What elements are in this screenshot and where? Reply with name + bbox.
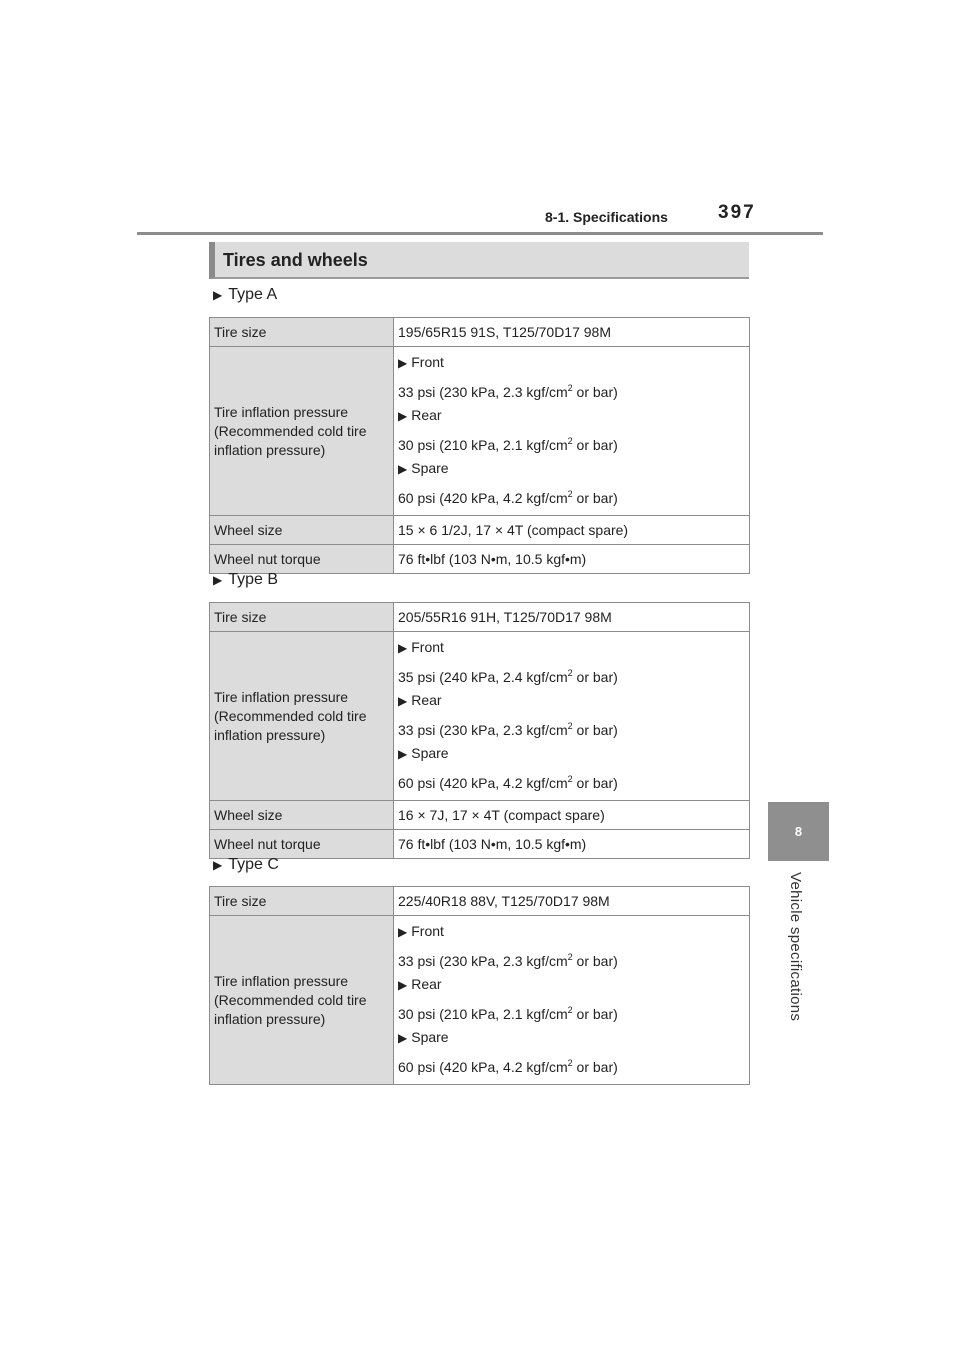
wheel-nut-torque-value: 76 ft•lbf (103 N•m, 10.5 kgf•m) [394, 830, 750, 859]
table-row [210, 916, 750, 1085]
wheel-nut-torque-label: Wheel nut torque [210, 830, 394, 859]
table-row [210, 347, 750, 516]
tire-size-label: Tire size [210, 318, 394, 347]
spec-table-type-c [209, 886, 750, 1085]
front-pressure: 33 psi (230 kPa, 2.3 kgf/$cm^2$ or bar) [398, 383, 618, 400]
chapter-tab [768, 802, 829, 861]
spare-pressure: 60 psi (420 kPa, 4.2 kgf/$cm^2$ or bar) [398, 1058, 618, 1075]
type-a-label: ▶ Type A [213, 286, 278, 303]
wheel-nut-torque-value: 76 ft•lbf (103 N•m, 10.5 kgf•m) [394, 545, 750, 574]
table-row [210, 318, 750, 347]
table-row [210, 887, 750, 916]
table-row [210, 632, 750, 801]
front-pressure: 35 psi (240 kPa, 2.4 kgf/$cm^2$ or bar) [398, 668, 618, 685]
spare-subheading: ▶ Spare [398, 458, 745, 480]
chapter-label: Vehicle specifications [787, 872, 804, 1022]
triangle-right-icon: ▶ [213, 858, 223, 872]
rear-subheading: ▶ Rear [398, 405, 745, 427]
spare-subheading: ▶ Spare [398, 743, 745, 765]
triangle-right-icon: ▶ [398, 1031, 408, 1045]
triangle-right-icon: ▶ [398, 409, 408, 423]
triangle-right-icon: ▶ [398, 694, 408, 708]
table-row [210, 603, 750, 632]
inflation-pressure-label: Tire inflation pressure (Recommended cold tire inflation pressure) [210, 347, 394, 516]
triangle-right-icon: ▶ [398, 356, 408, 370]
inflation-pressure-label: Tire inflation pressure (Recommended cold tire inflation pressure) [210, 916, 394, 1085]
table-row [210, 830, 750, 859]
triangle-right-icon: ▶ [398, 462, 408, 476]
wheel-size-value: 16 × 7J, 17 × 4T (compact spare) [394, 801, 750, 830]
tire-size-label: Tire size [210, 603, 394, 632]
spec-table-type-a [209, 317, 750, 574]
triangle-right-icon: ▶ [398, 747, 408, 761]
tire-size-label: Tire size [210, 887, 394, 916]
type-c-label: ▶ Type C [213, 856, 279, 873]
inflation-pressure-values [394, 916, 750, 1085]
inflation-pressure-values [394, 632, 750, 801]
header-rule [137, 232, 823, 235]
rear-pressure: 30 psi (210 kPa, 2.1 kgf/$cm^2$ or bar) [398, 436, 618, 453]
section-title-bar [209, 242, 749, 279]
wheel-nut-torque-label: Wheel nut torque [210, 545, 394, 574]
rear-pressure: 33 psi (230 kPa, 2.3 kgf/$cm^2$ or bar) [398, 721, 618, 738]
wheel-size-value: 15 × 6 1/2J, 17 × 4T (compact spare) [394, 516, 750, 545]
inflation-pressure-values [394, 347, 750, 516]
tire-size-value: 225/40R18 88V, T125/70D17 98M [394, 887, 750, 916]
triangle-right-icon: ▶ [398, 641, 408, 655]
wheel-size-label: Wheel size [210, 516, 394, 545]
front-subheading: ▶ Front [398, 352, 745, 374]
tire-size-value: 195/65R15 91S, T125/70D17 98M [394, 318, 750, 347]
front-subheading: ▶ Front [398, 637, 745, 659]
wheel-size-label: Wheel size [210, 801, 394, 830]
triangle-right-icon: ▶ [398, 925, 408, 939]
spare-pressure: 60 psi (420 kPa, 4.2 kgf/$cm^2$ or bar) [398, 489, 618, 506]
rear-pressure: 30 psi (210 kPa, 2.1 kgf/$cm^2$ or bar) [398, 1005, 618, 1022]
rear-subheading: ▶ Rear [398, 974, 745, 996]
spec-table-type-b [209, 602, 750, 859]
page-number: 397 [718, 202, 756, 223]
table-row [210, 545, 750, 574]
table-row [210, 801, 750, 830]
triangle-right-icon: ▶ [398, 978, 408, 992]
triangle-right-icon: ▶ [213, 573, 223, 587]
type-b-label: ▶ Type B [213, 571, 279, 588]
spare-subheading: ▶ Spare [398, 1027, 745, 1049]
spare-pressure: 60 psi (420 kPa, 4.2 kgf/$cm^2$ or bar) [398, 774, 618, 791]
section-heading: 8-1. Specifications [545, 209, 668, 225]
table-row [210, 516, 750, 545]
chapter-number: 8 [794, 824, 803, 839]
inflation-pressure-label: Tire inflation pressure (Recommended cold tire inflation pressure) [210, 632, 394, 801]
triangle-right-icon: ▶ [213, 288, 223, 302]
front-pressure: 33 psi (230 kPa, 2.3 kgf/$cm^2$ or bar) [398, 952, 618, 969]
rear-subheading: ▶ Rear [398, 690, 745, 712]
front-subheading: ▶ Front [398, 921, 745, 943]
section-title: Tires and wheels [223, 250, 368, 270]
tire-size-value: 205/55R16 91H, T125/70D17 98M [394, 603, 750, 632]
